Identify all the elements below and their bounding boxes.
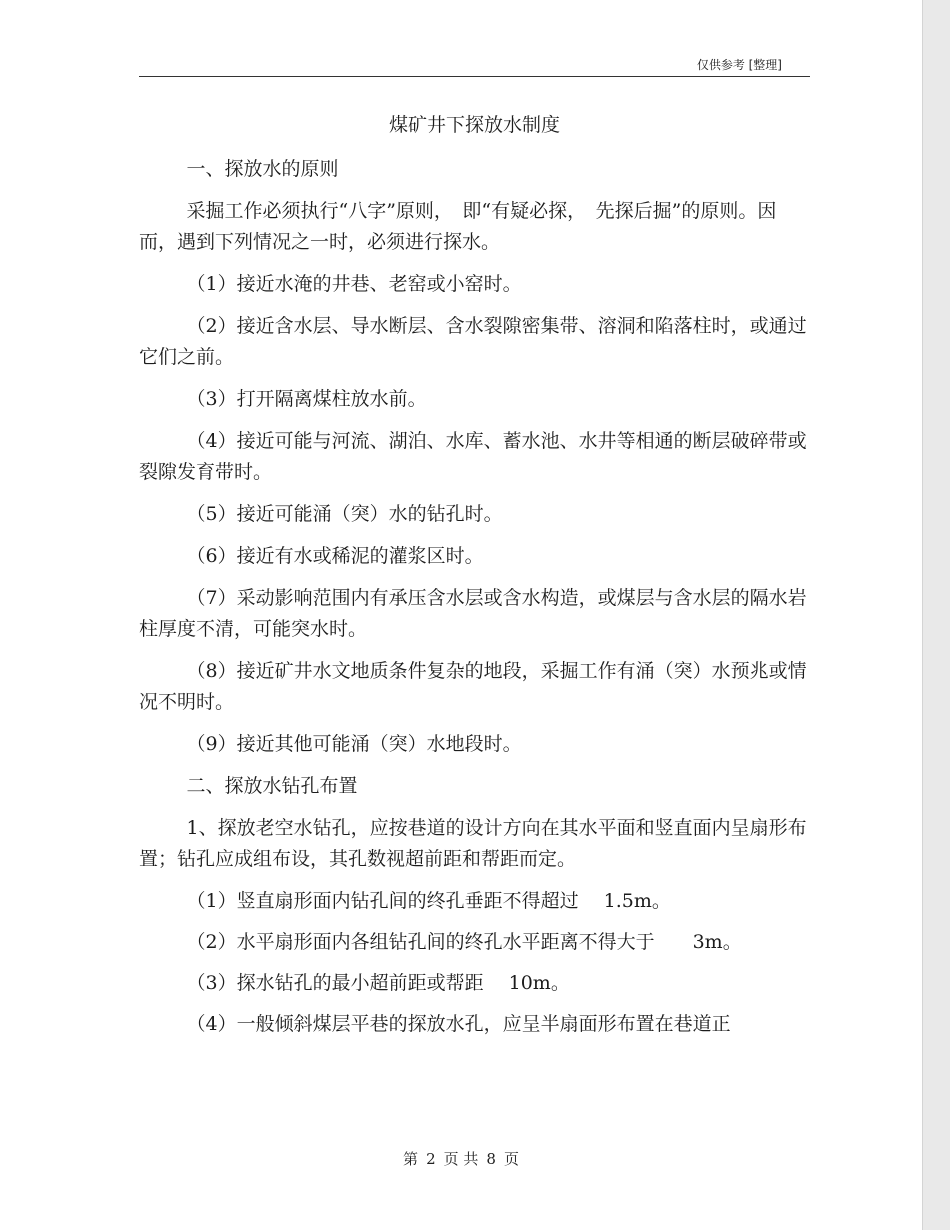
paragraph: 采掘工作必须执行“八字”原则， 即“有疑必探， 先探后掘”的原则。因而，遇到下列情况之一时，必须进行探水。 xyxy=(139,200,777,253)
paragraph: （1）竖直扇形面内钻孔间的终孔垂距不得超过 1.5m。 xyxy=(186,890,671,912)
paragraph: （9）接近其他可能涌（突）水地段时。 xyxy=(186,733,522,755)
page-footer xyxy=(0,1148,922,1169)
document-title: 煤矿井下探放水制度 xyxy=(388,114,560,136)
footer-suffix: 页 xyxy=(503,1150,519,1168)
paragraph: （3）打开隔离煤柱放水前。 xyxy=(186,388,427,410)
footer-total-pages: 8 xyxy=(486,1150,496,1168)
paragraph: （2）接近含水层、导水断层、含水裂隙密集带、溶洞和陷落柱时，或通过它们之前。 xyxy=(139,315,807,368)
paragraph: 一、探放水的原则 xyxy=(186,158,339,180)
paragraph: （6）接近有水或稀泥的灌浆区时。 xyxy=(186,545,484,567)
footer-prefix: 第 xyxy=(403,1150,419,1168)
header-divider xyxy=(139,76,810,77)
header-note: 仅供参考 [整理] xyxy=(696,58,782,72)
paragraph: （8）接近矿井水文地质条件复杂的地段，采掘工作有涌（突）水预兆或情况不明时。 xyxy=(139,660,807,713)
paragraph: （7）采动影响范围内有承压含水层或含水构造，或煤层与含水层的隔水岩柱厚度不清，可能突水时。 xyxy=(139,587,807,640)
paragraph: （1）接近水淹的井巷、老窑或小窑时。 xyxy=(186,273,522,295)
paragraph: （4）一般倾斜煤层平巷的探放水孔，应呈半扇面形布置在巷道正 xyxy=(186,1013,731,1035)
paragraph: （4）接近可能与河流、湖泊、水库、蓄水池、水井等相通的断层破碎带或裂隙发育带时。 xyxy=(139,430,807,483)
paragraph: （3）探水钻孔的最小超前距或帮距 10m。 xyxy=(186,972,570,994)
paragraph: （2）水平扇形面内各组钻孔间的终孔水平距离不得大于 3m。 xyxy=(186,931,742,953)
document-body xyxy=(139,110,810,1050)
paragraph: （5）接近可能涌（突）水的钻孔时。 xyxy=(186,503,503,525)
paragraph: 1、探放老空水钻孔，应按巷道的设计方向在其水平面和竖直面内呈扇形布置；钻孔应成组布设，其孔数视超前距和帮距而定。 xyxy=(139,817,807,870)
footer-mid: 页 共 xyxy=(443,1150,479,1168)
paragraph: 二、探放水钻孔布置 xyxy=(186,775,358,797)
footer-page-number: 2 xyxy=(426,1150,436,1168)
